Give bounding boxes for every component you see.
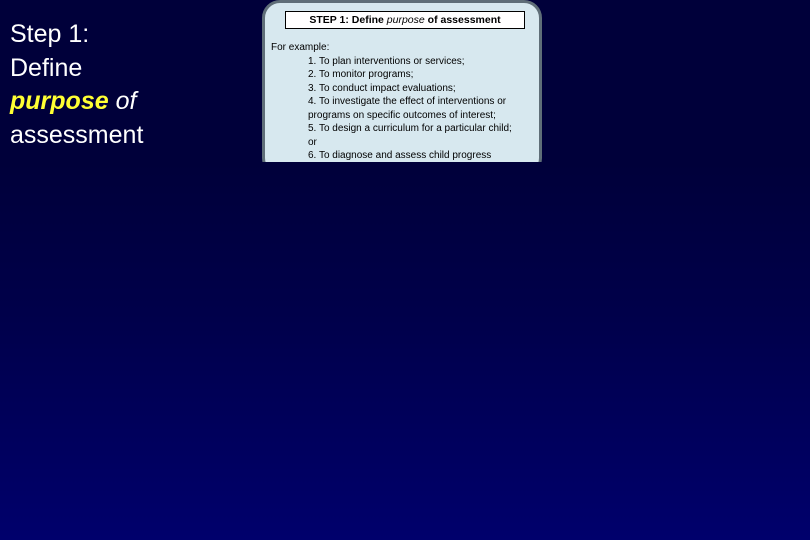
title-emphasis: purpose	[10, 87, 109, 115]
step-card	[262, 0, 542, 176]
card-header-italic: purpose	[386, 14, 425, 26]
list-item: or	[308, 136, 317, 148]
title-of: of	[115, 87, 137, 115]
card-body	[271, 41, 539, 163]
card-header	[285, 11, 525, 29]
list-item: 3. To conduct impact evaluations;	[308, 82, 456, 94]
card-intro: For example:	[271, 42, 330, 53]
list-item: 1. To plan interventions or services;	[308, 55, 465, 67]
list-item: 4. To investigate the effect of interventions or	[308, 96, 507, 107]
title-line-3	[10, 85, 250, 119]
list-item: programs on specific outcomes of interest;	[308, 109, 496, 121]
title-line-4: assessment	[10, 120, 144, 149]
list-item: 2. To monitor programs;	[308, 69, 414, 80]
title-line-1: Step 1:	[10, 20, 90, 48]
card-header-prefix: STEP 1: Define	[309, 14, 384, 26]
card-header-suffix: of assessment	[427, 14, 501, 26]
title-line-2: Define	[10, 53, 83, 82]
list-item: 5. To design a curriculum for a particular child;	[308, 123, 512, 134]
slide-lower-area	[0, 162, 810, 540]
list-item: 6. To diagnose and assess child progress	[308, 150, 492, 161]
slide-title	[10, 18, 250, 152]
